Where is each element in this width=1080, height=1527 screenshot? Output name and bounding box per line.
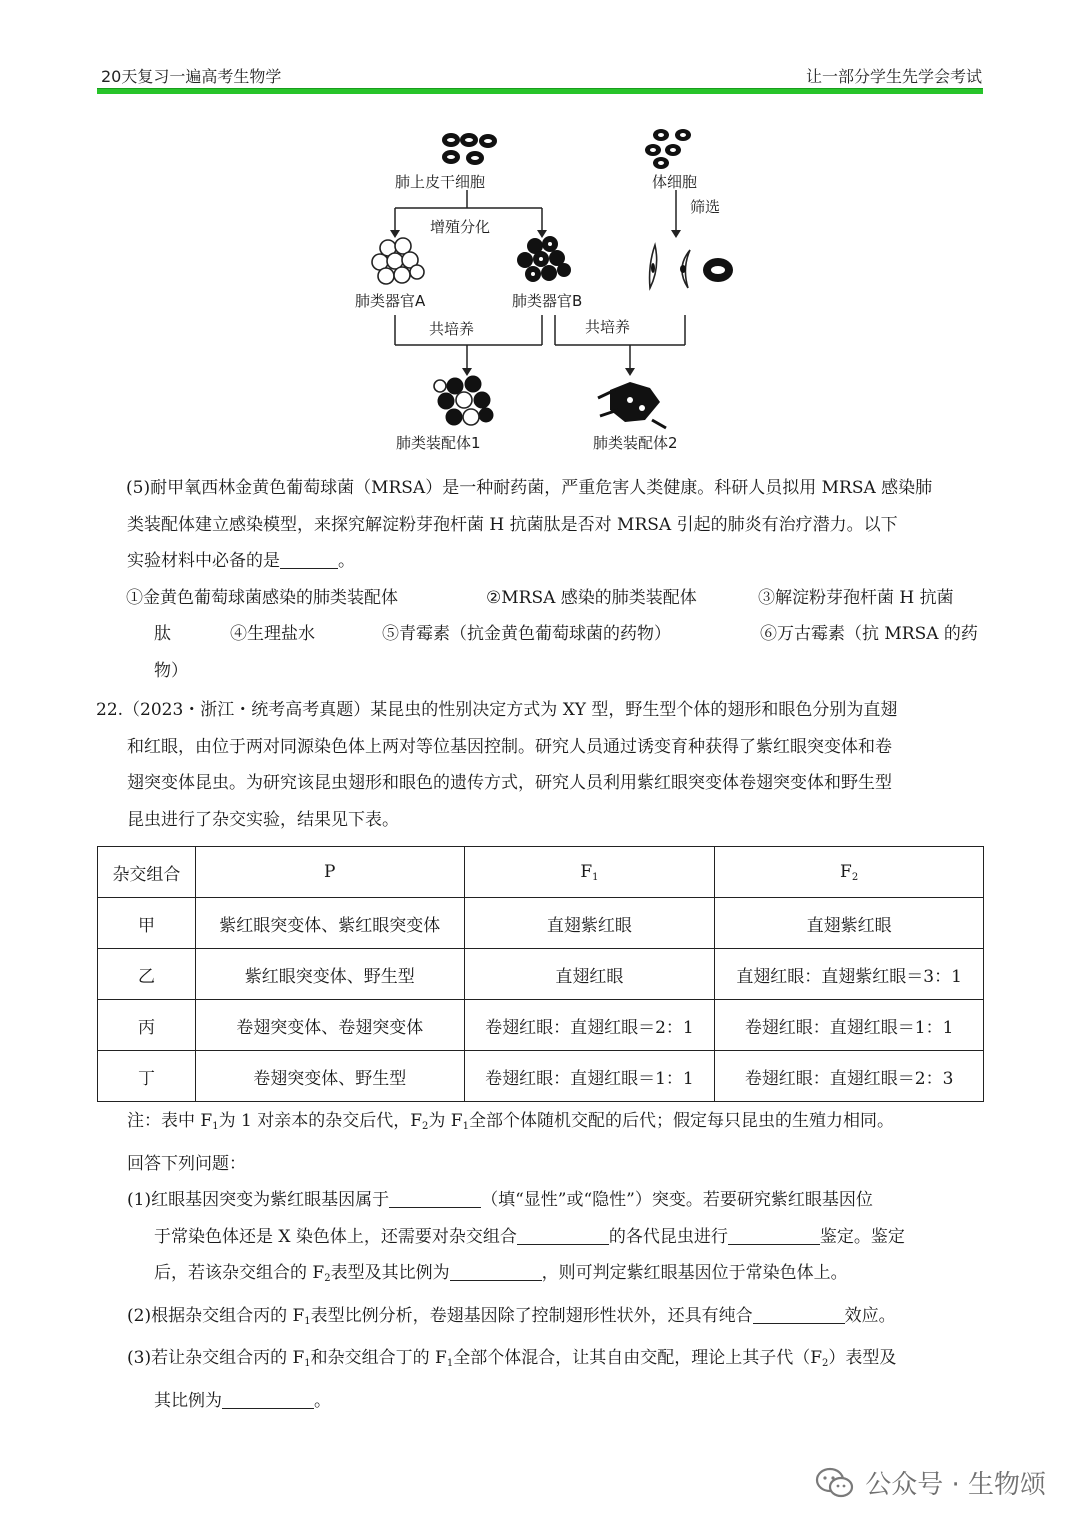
label-proliferate: 增殖分化 <box>430 218 491 236</box>
option-3: ③解淀粉芽孢杆菌 H 抗菌 <box>758 587 954 608</box>
table-cell: 紫红眼突变体、紫红眼突变体 <box>195 898 464 949</box>
q22-line-2: 和红眼，由位于两对同源染色体上两对等位基因控制。研究人员通过诱变育种获得了紫红眼突变体和卷 <box>127 736 892 757</box>
q3-line-1 <box>96 1340 986 1383</box>
q1-text: 的各代昆虫进行 <box>608 1226 728 1247</box>
answer-prompt: 回答下列问题： <box>127 1153 246 1174</box>
table-cell: 卷翅红眼：直翅红眼＝2：1 <box>464 1000 715 1051</box>
q5-options-row-1 <box>96 580 986 617</box>
table-header-row <box>98 847 984 898</box>
table-note <box>96 1103 986 1146</box>
table-header-cell: P <box>195 847 464 898</box>
table-row <box>98 898 984 949</box>
note-sub: 2 <box>422 1121 429 1132</box>
q2-text: 效应。 <box>844 1305 896 1326</box>
table-cell: 紫红眼突变体、野生型 <box>195 949 464 1000</box>
note-text: 为 F <box>428 1111 463 1131</box>
note-sub: 1 <box>462 1121 469 1132</box>
label-organoid-b: 肺类器官B <box>512 292 583 310</box>
q1-text: 鉴定。鉴定 <box>819 1226 905 1247</box>
answer-blank[interactable] <box>389 1187 481 1208</box>
question-22 <box>96 692 986 838</box>
wechat-watermark <box>815 1464 1046 1501</box>
q3-sub: 1 <box>304 1358 311 1369</box>
wechat-icon <box>815 1467 855 1499</box>
option-2: ②MRSA 感染的肺类装配体 <box>486 587 697 608</box>
q5-line-3-text: 实验材料中必备的是 <box>127 551 280 571</box>
option-1: ①金黄色葡萄球菌感染的肺类装配体 <box>126 587 398 608</box>
option-5: ⑤青霉素（抗金黄色葡萄球菌的药物） <box>382 624 671 644</box>
table-cell: 卷翅红眼：直翅红眼＝1：1 <box>715 1000 984 1051</box>
note-text: 注：表中 F <box>127 1111 213 1131</box>
q3-text: 和杂交组合丁的 F <box>310 1348 447 1368</box>
table-cell: 卷翅红眼：直翅红眼＝1：1 <box>464 1051 715 1102</box>
option-6: ⑥万古霉素（抗 MRSA 的药 <box>760 624 978 644</box>
table-row <box>98 1051 984 1102</box>
header-title-left: 20天复习一遍高考生物学 <box>101 67 282 86</box>
q5-line-3-end: 。 <box>338 551 355 571</box>
label-assembly-1: 肺类装配体1 <box>396 434 481 452</box>
q3-sub: 1 <box>446 1358 454 1369</box>
q1-text: 表型及其比例为 <box>330 1263 450 1283</box>
answer-blank[interactable] <box>753 1303 845 1324</box>
table-cell: 直翅紫红眼 <box>715 898 984 949</box>
note-sub: 1 <box>212 1121 219 1132</box>
table-cell: 直翅紫红眼 <box>464 898 715 949</box>
label-organoid-a: 肺类器官A <box>355 292 426 310</box>
header-sub: 1 <box>592 871 599 883</box>
label-coculture-1: 共培养 <box>429 320 475 338</box>
label-coculture-2: 共培养 <box>585 318 631 336</box>
table-cell: 卷翅突变体、卷翅突变体 <box>195 1000 464 1051</box>
q1-text: (1)红眼基因突变为紫红眼基因属于 <box>127 1190 390 1210</box>
q3-text: 全部个体混合，让其自由交配，理论上其子代（F <box>453 1348 823 1368</box>
answers-section <box>96 1103 986 1419</box>
header-title-right: 让一部分学生先学会考试 <box>805 67 982 86</box>
q2-sub: 1 <box>304 1315 311 1327</box>
option-6-cont: 物） <box>154 660 188 681</box>
q1-line-1 <box>96 1182 986 1219</box>
table-cell: 卷翅突变体、野生型 <box>195 1051 464 1102</box>
table-header-cell <box>464 847 715 898</box>
table-cell: 丙 <box>98 1000 196 1051</box>
q1-line-2 <box>96 1219 986 1256</box>
header-f: F <box>580 861 593 882</box>
q5-line-1: (5)耐甲氧西林金黄色葡萄球菌（MRSA）是一种耐药菌，严重危害人类健康。科研人员拟用 MRSA 感染肺 <box>126 478 933 498</box>
q3-text: 。 <box>314 1390 331 1411</box>
watermark-text: 公众号 · 生物颂 <box>865 1470 1046 1500</box>
label-lung-stem-cells: 肺上皮干细胞 <box>395 173 486 191</box>
answer-blank[interactable] <box>517 1224 609 1245</box>
answer-blank[interactable] <box>222 1388 314 1409</box>
table-cell: 卷翅红眼：直翅红眼＝2：3 <box>715 1051 984 1102</box>
answer-blank[interactable] <box>728 1224 820 1245</box>
q22-line-4: 昆虫进行了杂交实验，结果见下表。 <box>127 809 399 830</box>
header-f: F <box>840 861 852 882</box>
label-screen: 筛选 <box>690 198 721 216</box>
q3-text: 其比例为 <box>154 1390 222 1411</box>
header-sub: 2 <box>851 871 859 883</box>
table-cell: 直翅红眼 <box>464 949 715 1000</box>
table-header-cell: 杂交组合 <box>98 847 196 898</box>
q5-options-row-2 <box>96 616 986 653</box>
q1-text: 于常染色体还是 X 染色体上，还需要对杂交组合 <box>154 1226 517 1247</box>
label-assembly-2: 肺类装配体2 <box>593 434 678 452</box>
q1-text: ，则可判定紫红眼基因位于常染色体上。 <box>541 1263 848 1283</box>
table-cell: 乙 <box>98 949 196 1000</box>
question-5 <box>96 470 986 689</box>
q1-text: （填“显性”或“隐性”）突变。若要研究紫红眼基因位 <box>481 1190 873 1210</box>
q3-sub: 2 <box>822 1358 829 1369</box>
label-somatic-cells: 体细胞 <box>652 173 698 191</box>
note-text: 全部个体随机交配的后代；假定每只昆虫的生殖力相同。 <box>468 1111 894 1131</box>
table-row <box>98 1000 984 1051</box>
q5-line-3 <box>96 543 986 580</box>
option-4: ④生理盐水 <box>230 624 315 644</box>
cross-results-table <box>97 846 984 1102</box>
q3-line-2 <box>96 1383 986 1420</box>
q5-line-2: 类装配体建立感染模型，来探究解淀粉芽孢杆菌 H 抗菌肽是否对 MRSA 引起的肺炎有治疗潜力。以下 <box>127 514 898 535</box>
organoid-diagram <box>330 120 750 460</box>
header-rule <box>97 88 983 94</box>
table-cell: 甲 <box>98 898 196 949</box>
table-row <box>98 949 984 1000</box>
q2-text: 表型比例分析，卷翅基因除了控制翅形性状外，还具有纯合 <box>310 1305 753 1326</box>
table-cell: 丁 <box>98 1051 196 1102</box>
option-3-cont: 肽 <box>154 624 171 644</box>
q3-text: (3)若让杂交组合丙的 F <box>127 1348 305 1368</box>
q1-text: 后，若该杂交组合的 F <box>154 1263 325 1283</box>
q1-line-3 <box>96 1255 986 1298</box>
q22-line-1: 22.（2023・浙江・统考高考真题）某昆虫的性别决定方式为 XY 型，野生型个体的翅形和眼色分别为直翅 <box>96 700 898 720</box>
note-text: 为 1 对亲本的杂交后代，F <box>218 1111 422 1131</box>
q22-line-3: 翅突变体昆虫。为研究该昆虫翅形和眼色的遗传方式，研究人员利用紫红眼突变体卷翅突变体和野生型 <box>127 773 892 793</box>
table-header-cell <box>715 847 984 898</box>
q2-line <box>96 1298 986 1341</box>
table-cell: 直翅红眼：直翅紫红眼＝3：1 <box>715 949 984 1000</box>
answer-blank[interactable] <box>280 548 338 569</box>
q1-sub: 2 <box>324 1273 331 1284</box>
q2-text: (2)根据杂交组合丙的 F <box>127 1305 305 1326</box>
q3-text: ）表型及 <box>828 1348 897 1368</box>
answer-blank[interactable] <box>450 1260 542 1281</box>
